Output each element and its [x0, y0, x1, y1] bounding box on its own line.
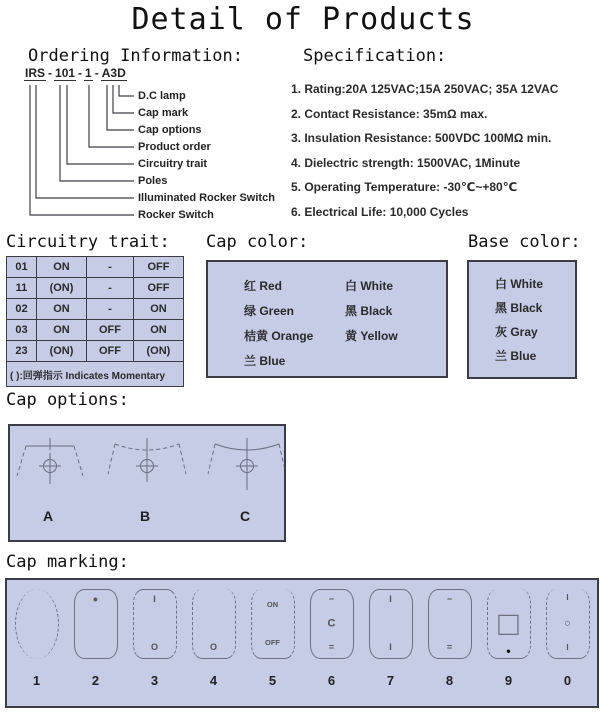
cap-marking-heading: Cap marking:	[6, 552, 129, 572]
part-separator: -	[78, 66, 83, 80]
callout-illuminated-rocker-switch: Illuminated Rocker Switch	[138, 192, 275, 204]
mark-bottom: =	[446, 642, 453, 652]
spec-item-dielectric-strength: 4. Dielectric strength: 1500VAC, 1Minute	[291, 155, 521, 170]
specification-heading: Specification:	[303, 46, 447, 66]
mark-middle: C	[327, 617, 336, 630]
cap-marking-item	[479, 580, 538, 706]
table-footnote-row	[7, 362, 184, 387]
plain-cap-outline-icon	[15, 589, 59, 659]
i-i-marks-icon	[369, 589, 413, 659]
cap-marking-item	[302, 580, 361, 706]
cap-marking-item	[538, 580, 597, 706]
cell: ON	[36, 299, 86, 320]
base-color-gray: 灰 Gray	[495, 325, 538, 339]
cap-option-label-b: B	[139, 508, 151, 524]
mark-middle: ○	[564, 617, 571, 629]
cap-number: 8	[445, 673, 454, 688]
spec-item-operating-temperature: 5. Operating Temperature: -30℃~+80℃	[291, 180, 518, 194]
dash-equals-icon	[428, 589, 472, 659]
part-separator: -	[94, 66, 99, 80]
callout-connector-lines	[24, 85, 144, 219]
callout-rocker-switch: Rocker Switch	[138, 209, 214, 221]
cap-number: 3	[150, 673, 159, 688]
circle-centerline-icon	[546, 589, 590, 659]
o-mark-bottom-icon	[192, 589, 236, 659]
cell: 02	[7, 299, 37, 320]
mark-bottom: I	[389, 642, 392, 652]
cell: (ON)	[133, 341, 183, 362]
part-code-order: 1	[85, 66, 92, 80]
cap-options-panel	[8, 424, 286, 542]
cell: 01	[7, 257, 37, 278]
spec-item-insulation-resistance: 3. Insulation Resistance: 500VDC 100MΩ min.	[291, 131, 552, 145]
part-code-cap: A3D	[101, 66, 126, 80]
mark-middle: □	[498, 604, 519, 643]
cap-color-heading: Cap color:	[206, 232, 309, 252]
cap-number: 4	[209, 673, 218, 688]
cap-color-orange: 桔黄 Orange	[244, 329, 314, 343]
part-separator: -	[48, 66, 53, 80]
cell: OFF	[133, 257, 183, 278]
callout-dc-lamp: D.C lamp	[138, 90, 186, 102]
circuitry-trait-table	[6, 256, 184, 387]
callout-circuitry-trait: Circuitry trait	[138, 158, 208, 170]
cap-option-label-a: A	[42, 508, 54, 524]
part-code-poles-circuit: 101	[55, 66, 76, 80]
on-off-text-icon	[251, 589, 295, 659]
mark-top: −	[446, 594, 453, 604]
cap-marking-item	[243, 580, 302, 706]
mark-bottom: =	[328, 642, 335, 652]
cell: -	[87, 278, 134, 299]
cell: OFF	[87, 341, 134, 362]
cell: ON	[36, 257, 86, 278]
dash-c-equals-icon	[310, 589, 354, 659]
square-window-dot-icon	[487, 589, 531, 659]
cap-marking-item	[7, 580, 66, 706]
cap-number: 5	[268, 673, 277, 688]
cell: ON	[133, 299, 183, 320]
cap-marking-panel	[5, 578, 599, 708]
cap-color-white: 白 White	[345, 279, 393, 293]
circuitry-heading: Circuitry trait:	[6, 232, 170, 252]
cell: ON	[36, 320, 86, 341]
part-number	[24, 66, 127, 81]
cap-profile-drawings	[10, 426, 284, 521]
cap-options-heading: Cap options:	[6, 390, 129, 410]
mark-top: ON	[266, 600, 279, 609]
spec-item-electrical-life: 6. Electrical Life: 10,000 Cycles	[291, 204, 469, 219]
cell: (ON)	[36, 278, 86, 299]
mark-bottom: •	[506, 644, 511, 658]
cap-color-panel	[206, 260, 448, 378]
cap-marking-item	[125, 580, 184, 706]
cap-marking-item	[184, 580, 243, 706]
specification-list	[291, 82, 601, 229]
cap-color-red: 红 Red	[244, 279, 283, 293]
cell: -	[87, 299, 134, 320]
table-row	[7, 257, 184, 278]
cap-color-column-1	[244, 274, 345, 376]
base-color-panel	[467, 260, 577, 379]
callout-poles: Poles	[138, 175, 168, 187]
mark-top: ●	[92, 594, 99, 604]
cap-number: 9	[504, 673, 513, 688]
spec-item-contact-resistance: 2. Contact Resistance: 35mΩ max.	[291, 106, 488, 121]
cap-color-blue: 兰 Blue	[244, 354, 286, 368]
cell: (ON)	[36, 341, 86, 362]
cap-option-label-c: C	[239, 508, 251, 524]
cell: OFF	[87, 320, 134, 341]
cap-number: 6	[327, 673, 336, 688]
black-dot-top-icon	[74, 589, 118, 659]
cap-number: 7	[386, 673, 395, 688]
cap-color-yellow: 黄 Yellow	[345, 329, 398, 343]
base-color-black: 黑 Black	[495, 301, 543, 315]
table-row	[7, 278, 184, 299]
base-color-heading: Base color:	[468, 232, 581, 252]
table-row	[7, 299, 184, 320]
callout-product-order: Product order	[138, 141, 211, 153]
mark-bottom: O	[209, 642, 217, 652]
cap-color-green: 绿 Green	[244, 304, 295, 318]
spec-item-rating: 1. Rating:20A 125VAC;15A 250VAC; 35A 12VAC	[291, 82, 559, 96]
cap-marking-item	[66, 580, 125, 706]
mark-bottom: OFF	[265, 637, 280, 647]
cell: OFF	[133, 278, 183, 299]
page-title: Detail of Products	[131, 2, 475, 37]
mark-bottom: I	[566, 643, 569, 652]
mark-top: −	[328, 594, 335, 604]
momentary-footnote: ( ):回弹指示 Indicates Momentary	[7, 362, 184, 387]
cell: ON	[133, 320, 183, 341]
base-color-white: 白 White	[495, 277, 543, 291]
table-row	[7, 320, 184, 341]
mark-top: I	[566, 593, 569, 602]
mark-top: I	[153, 594, 156, 604]
cap-marking-item	[361, 580, 420, 706]
cap-number: 1	[32, 673, 41, 688]
cap-number: 0	[563, 673, 572, 688]
callout-cap-mark: Cap mark	[138, 107, 189, 119]
cap-marking-item	[420, 580, 479, 706]
cell: 23	[7, 341, 37, 362]
cap-color-column-2	[345, 274, 446, 376]
cap-number: 2	[91, 673, 100, 688]
cell: -	[87, 257, 134, 278]
i-o-marks-icon	[133, 589, 177, 659]
callout-cap-options: Cap options	[138, 124, 202, 136]
part-code-series: IRS	[25, 66, 46, 80]
table-row	[7, 341, 184, 362]
cell: 11	[7, 278, 37, 299]
cap-color-black: 黑 Black	[345, 304, 393, 318]
mark-top: I	[389, 594, 392, 604]
base-color-blue: 兰 Blue	[495, 349, 537, 363]
ordering-heading: Ordering Information:	[28, 46, 243, 66]
mark-bottom: O	[150, 642, 158, 652]
cell: 03	[7, 320, 37, 341]
